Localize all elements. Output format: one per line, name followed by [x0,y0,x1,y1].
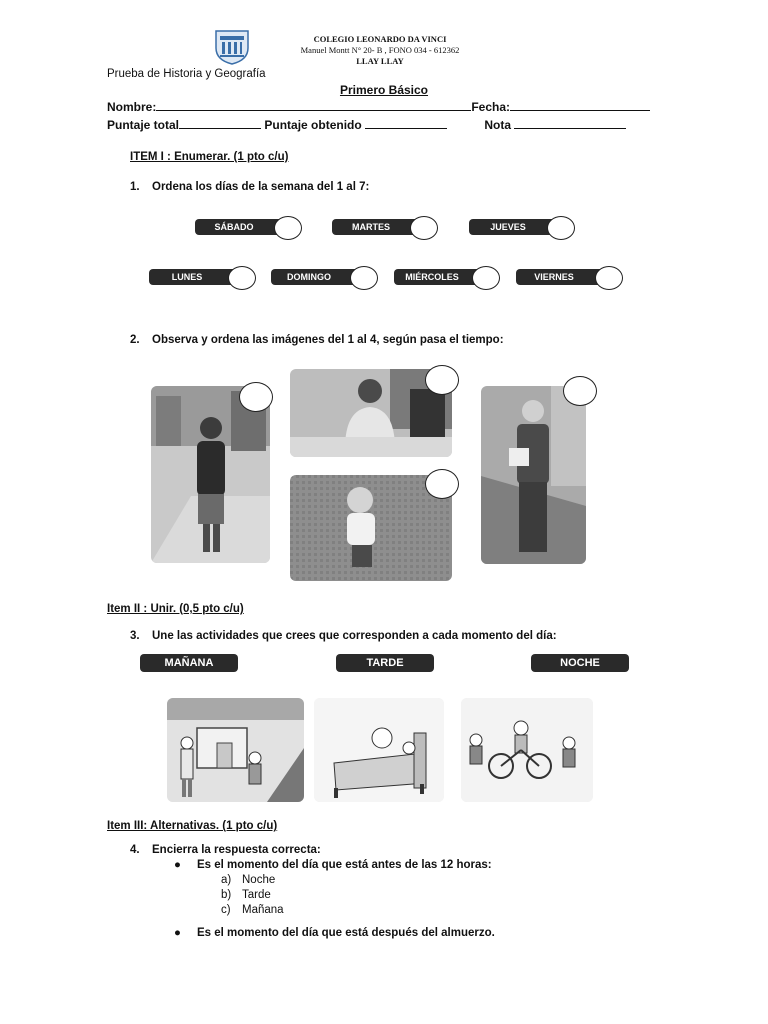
bullet1-text: Es el momento del día que está antes de las 12 horas: [197,859,492,871]
day-pill-lunes: LUNES [149,269,243,285]
moment-tarde: TARDE [336,654,434,672]
q3-text: Une las actividades que crees que corresponden a cada momento del día: [152,630,557,642]
day-pill-viernes: VIERNES [516,269,610,285]
moment-manana: MAÑANA [140,654,238,672]
day-pill-martes: MARTES [332,219,426,235]
score-row [107,117,626,132]
option-b-letter: b) [221,889,232,901]
puntaje-obtenido-line[interactable] [365,117,447,129]
day-circle-viernes[interactable] [595,266,623,290]
day-circle-domingo[interactable] [350,266,378,290]
bullet1-dot: ● [174,859,181,871]
day-pill-miercoles: MIÉRCOLES [394,269,488,285]
moment-noche: NOCHE [531,654,629,672]
day-circle-lunes[interactable] [228,266,256,290]
grade-title: Primero Básico [339,83,429,97]
photo-office-man-circle[interactable] [425,365,459,395]
bullet2-dot: ● [174,927,181,939]
drawing-bed[interactable] [314,698,444,802]
fecha-line[interactable] [510,99,650,111]
puntaje-total-line[interactable] [179,117,261,129]
item1-title: ITEM I : Enumerar. (1 pto c/u) [130,151,289,163]
option-b[interactable] [221,889,271,901]
name-row [107,99,650,114]
puntaje-obtenido-label: Puntaje obtenido [264,118,362,132]
item2-title: Item II : Unir. (0,5 pto c/u) [107,603,244,615]
day-circle-miercoles[interactable] [472,266,500,290]
day-pill-jueves: JUEVES [469,219,563,235]
nota-label: Nota [484,118,512,132]
q1-text: Ordena los días de la semana del 1 al 7: [152,181,370,193]
option-a-letter: a) [221,874,232,886]
nota-line[interactable] [514,117,626,129]
day-pill-domingo: DOMINGO [271,269,365,285]
school-city: LLAY LLAY [356,56,404,66]
school-address: Manuel Montt N° 20- B , FONO 034 - 612362 [300,45,460,55]
q4-number: 4. [130,844,140,856]
q1-number: 1. [130,181,140,193]
school-name: COLEGIO LEONARDO DA VINCI [313,34,447,44]
school-logo [212,28,252,66]
photo-elderly-man-circle[interactable] [563,376,597,406]
photo-young-man [151,386,270,563]
nombre-line[interactable] [156,99,471,111]
option-a-text: Noche [242,874,276,886]
option-c-letter: c) [221,904,231,916]
puntaje-total-label: Puntaje total [107,118,180,132]
q2-text: Observa y ordena las imágenes del 1 al 4, según pasa el tiempo: [152,334,504,346]
item3-title: Item III: Alternativas. (1 pto c/u) [107,820,278,832]
option-c[interactable] [221,904,284,916]
option-b-text: Tarde [242,889,271,901]
photo-young-man-circle[interactable] [239,382,273,412]
day-pill-sabado: SÁBADO [195,219,289,235]
q4-text: Encierra la respuesta correcta: [152,844,321,856]
q2-number: 2. [130,334,140,346]
day-circle-jueves[interactable] [547,216,575,240]
fecha-label: Fecha: [471,100,511,114]
test-title: Prueba de Historia y Geografía [107,68,266,80]
day-circle-martes[interactable] [410,216,438,240]
option-c-text: Mañana [242,904,284,916]
drawing-school[interactable] [167,698,304,802]
day-circle-sabado[interactable] [274,216,302,240]
bullet2-text: Es el momento del día que está después del almuerzo. [197,927,495,939]
drawing-play[interactable] [461,698,593,802]
photo-elderly-man [481,386,586,564]
photo-baby-circle[interactable] [425,469,459,499]
nombre-label: Nombre: [107,100,157,114]
option-a[interactable] [221,874,275,886]
q3-number: 3. [130,630,140,642]
